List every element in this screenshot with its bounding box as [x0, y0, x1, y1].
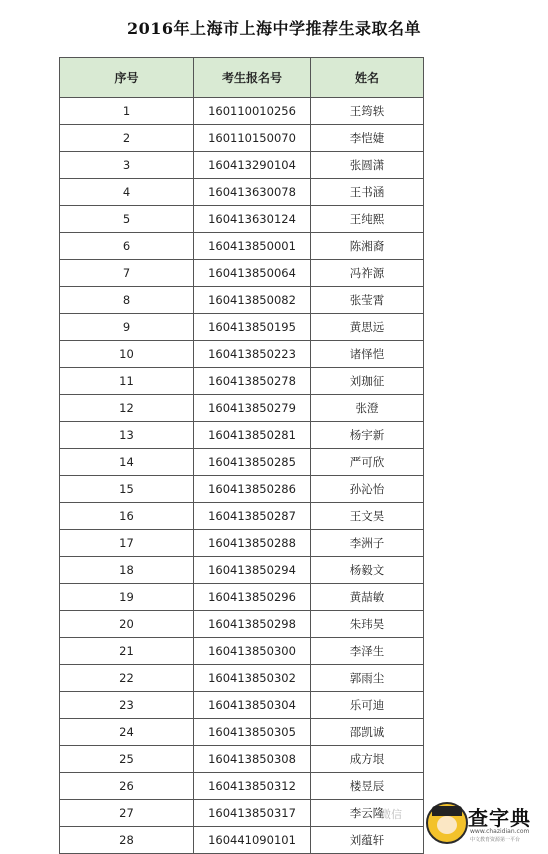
table-row	[60, 449, 424, 476]
table-row	[60, 287, 424, 314]
row-exam-number: 160413850302	[194, 665, 311, 692]
row-index: 26	[60, 773, 194, 800]
row-index: 15	[60, 476, 194, 503]
row-name: 李洲子	[311, 530, 424, 557]
graduation-cap-icon	[432, 806, 462, 816]
row-index: 11	[60, 368, 194, 395]
row-exam-number: 160413630078	[194, 179, 311, 206]
table-row	[60, 503, 424, 530]
table-row	[60, 152, 424, 179]
row-index: 18	[60, 557, 194, 584]
table-body	[60, 98, 424, 854]
table-row	[60, 557, 424, 584]
row-name: 乐可迪	[311, 692, 424, 719]
row-name: 刘蕴轩	[311, 827, 424, 854]
row-index: 14	[60, 449, 194, 476]
table-row	[60, 665, 424, 692]
row-name: 李云隆	[311, 800, 424, 827]
row-name: 黄喆敏	[311, 584, 424, 611]
row-name: 李恺婕	[311, 125, 424, 152]
table-header-row	[60, 58, 424, 98]
row-name: 朱玮昊	[311, 611, 424, 638]
wechat-watermark: 微信	[380, 808, 402, 821]
chazidian-logo	[426, 800, 544, 848]
row-index: 13	[60, 422, 194, 449]
mascot-icon	[426, 802, 468, 844]
header-name: 姓名	[311, 58, 424, 98]
table-row	[60, 746, 424, 773]
table-row	[60, 638, 424, 665]
row-name: 陈湘裔	[311, 233, 424, 260]
row-index: 1	[60, 98, 194, 125]
mascot-face-icon	[437, 816, 457, 834]
table-row	[60, 341, 424, 368]
row-exam-number: 160413850001	[194, 233, 311, 260]
table-row	[60, 206, 424, 233]
row-name: 孙沁怡	[311, 476, 424, 503]
row-index: 9	[60, 314, 194, 341]
table-row	[60, 800, 424, 827]
row-name: 张圆潇	[311, 152, 424, 179]
table-row	[60, 611, 424, 638]
header-index: 序号	[60, 58, 194, 98]
row-exam-number: 160413850082	[194, 287, 311, 314]
row-exam-number: 160413850287	[194, 503, 311, 530]
table-row	[60, 179, 424, 206]
admission-table	[59, 57, 424, 854]
header-exam-number: 考生报名号	[194, 58, 311, 98]
row-name: 楼昱辰	[311, 773, 424, 800]
row-exam-number: 160413630124	[194, 206, 311, 233]
table-row	[60, 125, 424, 152]
row-name: 黄思远	[311, 314, 424, 341]
row-name: 成方垠	[311, 746, 424, 773]
row-index: 2	[60, 125, 194, 152]
row-name: 王筠轶	[311, 98, 424, 125]
row-name: 王文昊	[311, 503, 424, 530]
row-exam-number: 160413850286	[194, 476, 311, 503]
row-name: 严可欣	[311, 449, 424, 476]
row-index: 12	[60, 395, 194, 422]
row-index: 3	[60, 152, 194, 179]
row-exam-number: 160413850298	[194, 611, 311, 638]
table-row	[60, 422, 424, 449]
row-exam-number: 160413850281	[194, 422, 311, 449]
table-row	[60, 530, 424, 557]
row-exam-number: 160441090101	[194, 827, 311, 854]
row-exam-number: 160413850296	[194, 584, 311, 611]
row-name: 冯祚源	[311, 260, 424, 287]
row-exam-number: 160413850308	[194, 746, 311, 773]
row-name: 王纯熙	[311, 206, 424, 233]
row-name: 刘珈征	[311, 368, 424, 395]
row-exam-number: 160413850305	[194, 719, 311, 746]
row-index: 27	[60, 800, 194, 827]
row-index: 6	[60, 233, 194, 260]
row-exam-number: 160413850285	[194, 449, 311, 476]
row-exam-number: 160413850279	[194, 395, 311, 422]
table-row	[60, 233, 424, 260]
logo-name: 查字典	[468, 806, 531, 830]
table-row	[60, 584, 424, 611]
row-name: 张莹霄	[311, 287, 424, 314]
row-index: 19	[60, 584, 194, 611]
row-index: 4	[60, 179, 194, 206]
row-index: 25	[60, 746, 194, 773]
row-name: 杨宇新	[311, 422, 424, 449]
row-index: 22	[60, 665, 194, 692]
row-index: 24	[60, 719, 194, 746]
row-index: 5	[60, 206, 194, 233]
row-exam-number: 160413850223	[194, 341, 311, 368]
row-name: 杨毅文	[311, 557, 424, 584]
row-name: 郭雨尘	[311, 665, 424, 692]
row-index: 10	[60, 341, 194, 368]
table-row	[60, 773, 424, 800]
logo-url: www.chazidian.com	[470, 828, 530, 835]
table-row	[60, 314, 424, 341]
row-exam-number: 160110150070	[194, 125, 311, 152]
table-row	[60, 827, 424, 854]
row-name: 张澄	[311, 395, 424, 422]
row-exam-number: 160413850317	[194, 800, 311, 827]
row-exam-number: 160413850294	[194, 557, 311, 584]
row-index: 20	[60, 611, 194, 638]
table-row	[60, 692, 424, 719]
row-exam-number: 160413290104	[194, 152, 311, 179]
row-exam-number: 160413850064	[194, 260, 311, 287]
row-name: 王书涵	[311, 179, 424, 206]
table-row	[60, 98, 424, 125]
row-index: 23	[60, 692, 194, 719]
row-exam-number: 160413850300	[194, 638, 311, 665]
table-row	[60, 395, 424, 422]
row-exam-number: 160413850288	[194, 530, 311, 557]
table-row	[60, 719, 424, 746]
row-name: 邵凯诚	[311, 719, 424, 746]
row-name: 李泽生	[311, 638, 424, 665]
row-exam-number: 160413850304	[194, 692, 311, 719]
page-title: 2016年上海市上海中学推荐生录取名单	[126, 19, 422, 38]
table-row	[60, 368, 424, 395]
row-exam-number: 160413850312	[194, 773, 311, 800]
row-exam-number: 160413850195	[194, 314, 311, 341]
row-index: 7	[60, 260, 194, 287]
row-index: 17	[60, 530, 194, 557]
row-exam-number: 160110010256	[194, 98, 311, 125]
row-name: 诸怿恺	[311, 341, 424, 368]
table-row	[60, 260, 424, 287]
row-index: 28	[60, 827, 194, 854]
row-index: 16	[60, 503, 194, 530]
row-exam-number: 160413850278	[194, 368, 311, 395]
table-row	[60, 476, 424, 503]
row-index: 21	[60, 638, 194, 665]
row-index: 8	[60, 287, 194, 314]
logo-slogan: 中文教育资源第一平台	[470, 837, 521, 843]
